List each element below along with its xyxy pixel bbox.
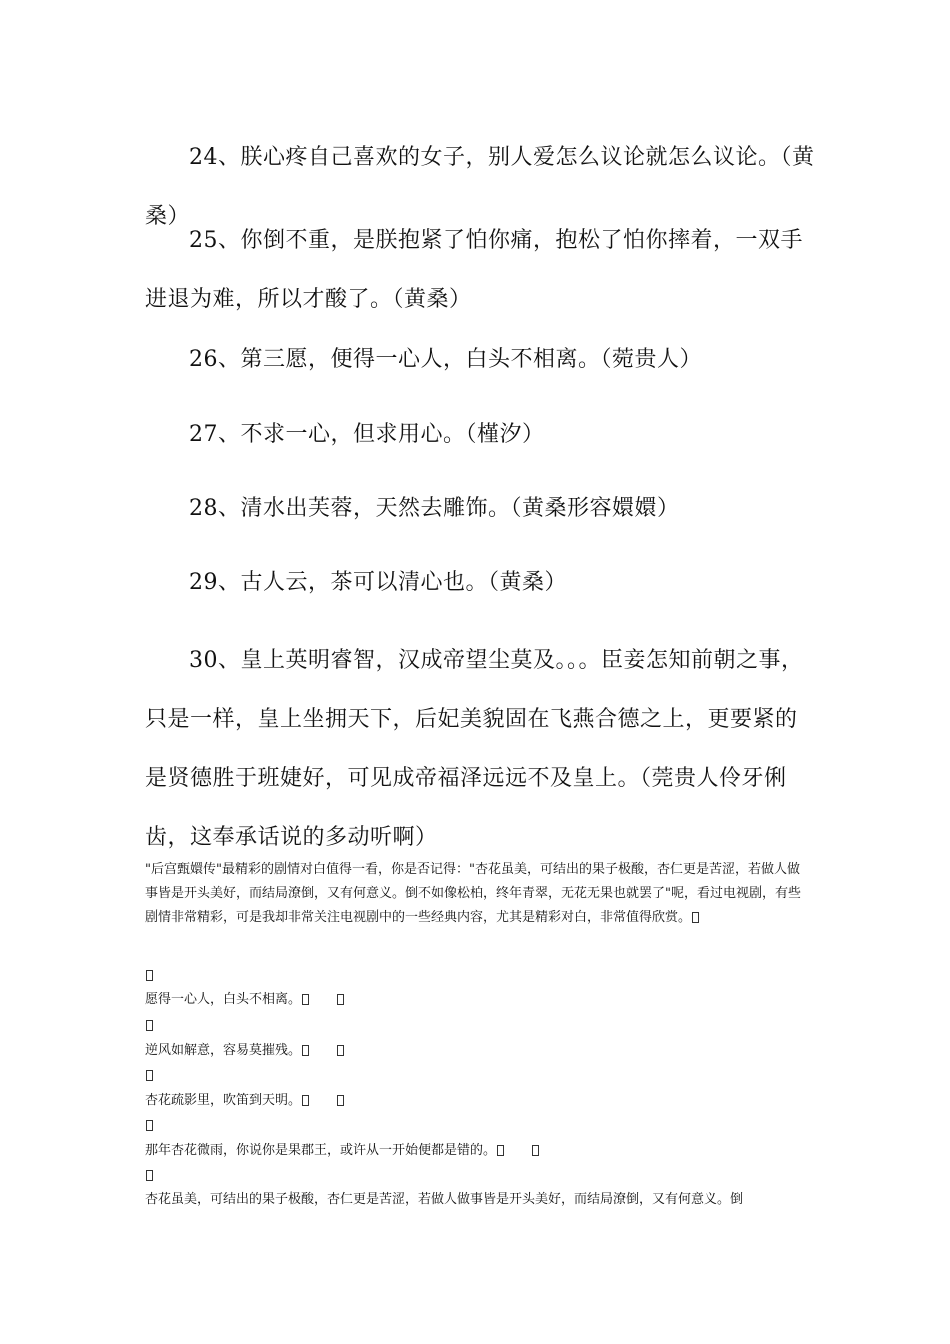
last-line: 杏花虽美，可结出的果子极酸，杏仁更是苦涩，若做人做事皆是开头美好，而结局潦倒，又有何意义。倒 <box>145 1192 744 1207</box>
quote-28: 28、清水出芙蓉，天然去雕饰。（黄桑形容嬛嬛） <box>189 496 680 521</box>
missing-glyph-icon <box>302 1045 309 1056</box>
quote-30: 30、皇上英明睿智，汉成帝望尘莫及。。。臣妾怎知前朝之事，只是一样，皇上坐拥天下，后妃美貌固在飞燕合德之上，更要紧的是贤德胜于班婕好，可见成帝福泽远远不及皇上。（莞贵人伶牙俐齿，这奉承话说的多动听啊） <box>145 648 804 850</box>
missing-glyph-icon <box>146 1170 153 1181</box>
quote-29: 29、古人云，茶可以清心也。（黄桑） <box>189 570 567 595</box>
missing-glyph-icon <box>146 1070 153 1081</box>
missing-glyph-icon <box>532 1145 539 1156</box>
missing-glyph-icon <box>337 1045 344 1056</box>
blank-marker <box>145 1016 810 1036</box>
missing-glyph-icon <box>337 994 344 1005</box>
quote-24: 24、朕心疼自己喜欢的女子，别人爱怎么议论就怎么议论。（黄桑） <box>145 145 815 229</box>
missing-glyph-icon <box>337 1095 344 1106</box>
list-item: 杏花疏影里，吹笛到天明。 <box>145 1091 810 1111</box>
list-item: 愿得一心人，白头不相离。 <box>145 990 810 1010</box>
list-item: 那年杏花微雨，你说你是果郡王，或许从一开始便都是错的。 <box>145 1141 810 1161</box>
intro-text: "后宫甄嬛传"最精彩的剧情对白值得一看，你是否记得："杏花虽美，可结出的果子极酸，杏仁更是苦涩，若做人做事皆是开头美好，而结局潦倒，又有何意义。倒不如像松柏，终年青翠，无花无果也就罢了"呢，看过电视剧，有些剧情非常精彩，可是我却非常关注电视剧中的一些经典内容，尤其是精彩对白，非常值得欣赏。 <box>145 862 801 925</box>
blank-marker <box>145 1066 810 1086</box>
missing-glyph-icon <box>146 970 153 981</box>
missing-glyph-icon <box>302 1095 309 1106</box>
missing-glyph-icon <box>497 1145 504 1156</box>
intro-paragraph <box>145 858 810 930</box>
quote-26: 26、第三愿，便得一心人，白头不相离。（菀贵人） <box>189 347 702 372</box>
missing-glyph-icon <box>146 1120 153 1131</box>
quote-25: 25、你倒不重，是朕抱紧了怕你痛，抱松了怕你摔着，一双手进退为难，所以才酸了。（黄桑） <box>145 228 803 312</box>
blank-marker <box>145 966 810 986</box>
list-item: 逆风如解意，容易莫摧残。 <box>145 1041 810 1061</box>
quote-27: 27、不求一心，但求用心。（槿汐） <box>189 422 545 447</box>
missing-glyph-icon <box>692 912 699 923</box>
missing-glyph-icon <box>146 1020 153 1031</box>
blank-marker <box>145 1116 810 1136</box>
missing-glyph-icon <box>302 994 309 1005</box>
blank-marker <box>145 1166 810 1186</box>
